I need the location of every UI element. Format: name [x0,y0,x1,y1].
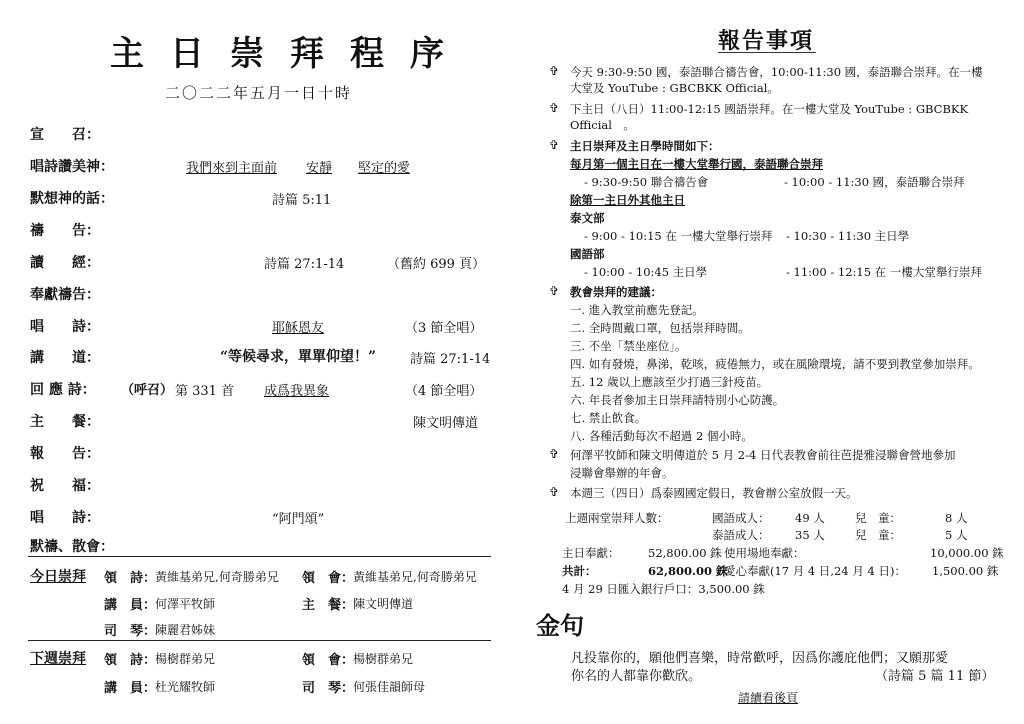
motto-title: 金句 [536,611,584,640]
notices-title-underline [718,52,816,53]
child-label-2: 兒 童： [855,528,901,542]
suggestion-3: 三. 不坐「禁坐座位」。 [570,339,687,353]
response-call: （呼召） [121,383,174,398]
suggestion-2: 二. 全時間戴口罩，包括崇拜時間。 [570,321,750,335]
communion-label: 主 餐： [30,414,100,430]
reading-ref: 詩篇 27:1-14 [264,257,345,272]
meditation-label: 默想神的話： [30,191,114,207]
tw-speaker: 何澤平牧師 [155,597,216,611]
prayer-label: 禱 告： [30,223,100,239]
hymn2-song: “阿門頌” [272,512,325,527]
bank-deposit: 4 月 29 日匯入銀行戶口：3,500.00 銖 [562,582,765,596]
hymn-song-3: 堅定的愛 [358,161,411,176]
thai-dept: 泰文部 [570,211,605,225]
notice-5b: 浸聯會舉辦的年會。 [570,466,674,480]
hymns-label: 唱詩讚美神： [30,159,114,175]
notice-3-a1: - 9:30-9:50 聯合禱告會 [584,175,709,189]
blessing-label: 祝 福： [30,478,100,494]
venue-label: 使用場地奉獻： [724,546,805,560]
hymn2-label: 唱 詩： [30,510,100,526]
suggestion-6: 六. 年長者參加主日崇拜請特別小心防護。 [570,393,785,407]
order-date: 二〇二二年五月一日十時 [165,84,353,102]
notice-3-sub: 每月第一個主日在一樓大堂舉行國，泰語聯合崇拜 [570,157,823,171]
thai-child-count: 5 人 [945,528,968,542]
continue-link[interactable]: 請續看後頁 [738,691,799,705]
cross-icon: ✞ [549,485,560,499]
tw-leader: 黃維基弟兄,何奇勝弟兄 [155,570,279,584]
nw-host: 楊樹群弟兄 [353,652,414,666]
offering-label: 主日奉獻： [562,546,620,560]
mand-child-count: 8 人 [945,511,968,525]
nw-organ: 何張佳韻師母 [353,680,426,694]
cross-icon: ✞ [549,284,560,298]
response-label: 回 應 詩： [30,382,96,398]
cross-icon: ✞ [549,64,560,78]
nw-host-label: 領 會： [302,653,355,668]
sermon-ref: 詩篇 27:1-14 [410,352,491,367]
notice-1a: 今天 9:30-9:50 國，泰語聯合禱告會，10:00-11:30 國，泰語聯合崇拜。在一樓 [570,65,983,79]
nw-speaker-label: 講 員： [104,681,157,696]
suggestion-1: 一. 進入教堂前應先登記。 [570,303,704,317]
divider-bottom [28,640,491,641]
love-offering-label: 愛心奉獻(17 月 4 日,24 月 4 日)： [724,564,906,578]
tw-communion-label: 主 餐： [302,598,355,613]
nw-speaker: 杜光耀牧師 [155,680,216,694]
cross-icon: ✞ [549,101,560,115]
hymn-song-1: 我們來到主面前 [186,161,278,176]
nw-organ-label: 司 琴： [302,681,355,696]
nw-leader: 楊樹群弟兄 [155,652,216,666]
suggestion-8: 八. 各種活動每次不超過 2 個小時。 [570,429,753,443]
love-offering-amount: 1,500.00 銖 [932,564,999,578]
tw-host-label: 領 會： [302,571,355,586]
report-label: 報 告： [30,446,100,462]
cross-icon: ✞ [549,447,560,461]
notice-1b: 大堂及 YouTube : GBCBKK Official。 [570,81,779,95]
reading-label: 讀 經： [30,255,100,271]
tw-organ-label: 司 琴： [104,624,157,639]
total-label: 共計： [562,564,597,578]
suggestion-5: 五. 12 歲以上應該至少打過三針疫苗。 [570,375,769,389]
tw-organ: 陳麗君姊妹 [155,623,216,637]
order-title: 主日崇拜程序 [110,34,470,74]
this-week-label: 今日崇拜 [30,569,86,585]
mand-adult-label: 國語成人： [712,511,770,525]
mand-adult-count: 49 人 [795,511,825,525]
response-song: 成爲我異象 [264,384,330,399]
mandarin-dept: 國語部 [570,247,605,261]
communion-by: 陳文明傳道 [413,416,479,431]
tw-speaker-label: 講 員： [104,598,157,613]
notice-6: 本週三（四日）爲泰國國定假日，教會辦公室放假一天。 [570,486,858,500]
response-number: 第 331 首 [175,384,235,399]
mandarin-a: - 10:00 - 10:45 主日學 [584,265,708,279]
thai-a: - 9:00 - 10:15 在 一樓大堂舉行崇拜 [584,229,773,243]
sermon-label: 講 道： [30,350,100,366]
notices-title: 報告事項 [718,28,815,54]
call-label: 宣 召： [30,127,100,143]
nw-leader-label: 領 詩： [104,653,157,668]
notice-4: 教會崇拜的建議： [570,285,662,299]
reading-page: （舊約 699 頁） [387,257,486,272]
hymn-note: （3 節全唱） [405,321,483,336]
closing-label: 默禱、散會： [30,539,114,555]
sermon-title: “等候尋求，單單仰望！” [220,349,377,365]
mandarin-b: - 11:00 - 12:15 在 一樓大堂舉行崇拜 [786,265,982,279]
suggestion-4: 四. 如有發燒，鼻涕，乾咳，疲倦無力，或在風險環境，請不要到教堂參加崇拜。 [570,357,980,371]
thai-b: - 10:30 - 11:30 主日學 [786,229,910,243]
attendance-label: 上週兩堂崇拜人數： [565,511,669,525]
cross-icon: ✞ [549,138,560,152]
hymn-label: 唱 詩： [30,319,100,335]
divider-top [28,556,491,557]
notice-3-a2: - 10:00 - 11:30 國，泰語聯合崇拜 [784,175,965,189]
hymn-song: 耶穌恩友 [272,321,325,336]
notice-3: 主日崇拜及主日學時間如下： [570,139,720,153]
tw-leader-label: 領 詩： [104,571,157,586]
thai-adult-count: 35 人 [795,528,825,542]
thai-adult-label: 泰語成人： [712,528,770,542]
child-label-1: 兒 童： [855,511,901,525]
hymn-song-2: 安靜 [306,161,333,176]
notice-5a: 何澤平牧師和陳文明傳道於 5 月 2-4 日代表教會前往芭提雅浸聯會營地參加 [570,448,956,462]
tw-communion: 陳文明傳道 [353,597,414,611]
meditation-ref: 詩篇 5:11 [272,193,332,208]
motto-line-1: 凡投靠你的，願他們喜樂，時常歡呼，因爲你護庇他們；又願那愛 [571,651,949,666]
tw-host: 黃維基弟兄,何奇勝弟兄 [353,570,477,584]
venue-amount: 10,000.00 銖 [930,546,1004,560]
offering-prayer-label: 奉獻禱告： [30,287,100,303]
notice-2b: Official 。 [570,118,635,132]
response-note: （4 節全唱） [405,384,483,399]
next-week-label: 下週崇拜 [30,651,86,667]
motto-ref: （詩篇 5 篇 11 節） [875,669,995,684]
notice-3-except: 除第一主日外其他主日 [570,193,685,207]
notice-2a: 下主日（八日）11:00-12:15 國語崇拜。在一樓大堂及 YouTube : GBCBKK [570,102,969,116]
total-amount: 62,800.00 銖 [648,564,728,578]
suggestion-7: 七. 禁止飲食。 [570,411,647,425]
motto-line-2: 你名的人都靠你歡欣。 [571,669,702,684]
offering-amount: 52,800.00 銖 [648,546,722,560]
